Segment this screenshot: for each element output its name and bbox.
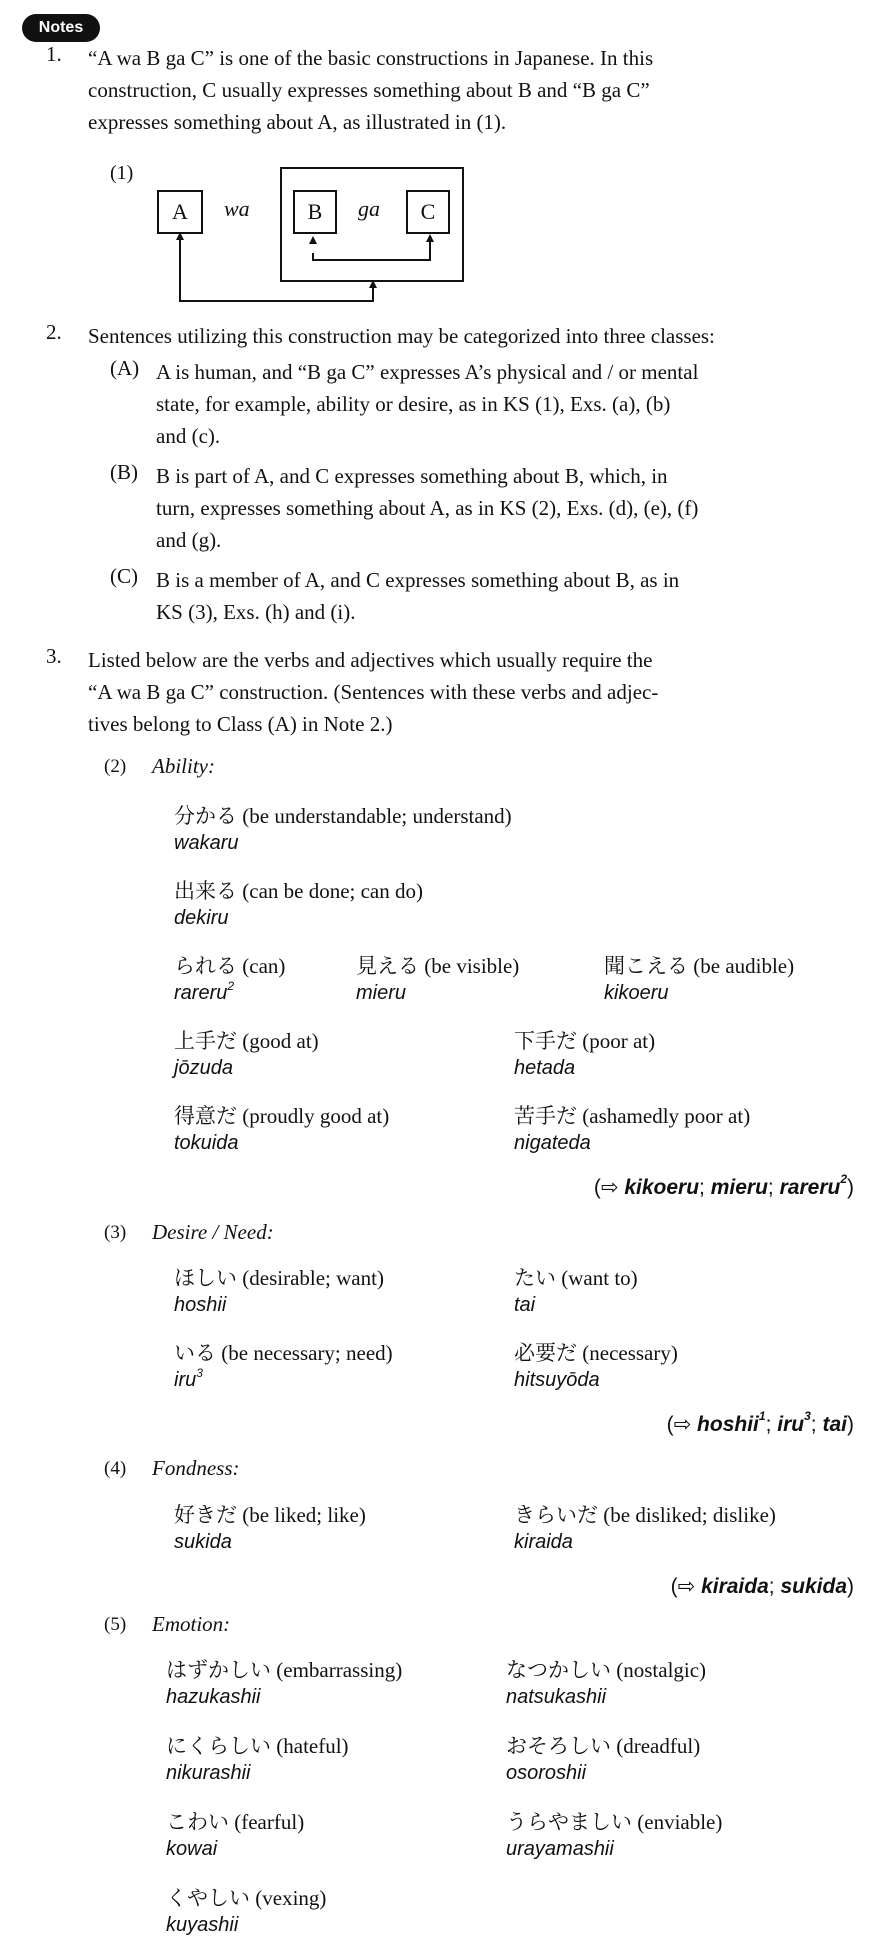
term: たい (want to) (514, 1266, 638, 1290)
ref-term: mieru (710, 1176, 768, 1199)
note-3-line: Listed below are the verbs and adjectives which usually require the (88, 648, 653, 672)
romaji: kiraida (514, 1531, 573, 1553)
ref-term: hoshii (697, 1413, 759, 1436)
romaji: jōzuda (174, 1057, 233, 1079)
group-emotion-heading: Emotion: (152, 1612, 231, 1636)
romaji: kuyashii (166, 1914, 239, 1936)
romaji-text: iru (174, 1369, 197, 1391)
note-1-line: “A wa B ga C” is one of the basic constructions in Japanese. In this (88, 46, 654, 70)
ref-superscript: 1 (758, 1409, 766, 1423)
class-a-line: A is human, and “B ga C” expresses A’s physical and / or mental (156, 360, 699, 384)
term: こわい (fearful) (166, 1810, 305, 1834)
note-1-line: expresses something about A, as illustrated in (1). (88, 110, 507, 134)
term: 必要だ (necessary) (514, 1341, 678, 1365)
ref-close: ) (847, 1176, 854, 1199)
romaji (174, 979, 235, 1005)
ref-arrow: (⇨ (593, 1176, 619, 1199)
diagram-label: (1) (110, 162, 134, 184)
class-b-label: (B) (110, 460, 138, 484)
diagram-wa: wa (224, 196, 250, 221)
ref-superscript: 2 (840, 1172, 847, 1186)
term: 得意だ (proudly good at) (174, 1104, 390, 1128)
diagram-ga: ga (358, 196, 380, 221)
note-1-number: 1. (46, 42, 62, 66)
cross-reference-desire: (⇨ hoshii$^1$; iru$^3$; tai) (666, 1409, 854, 1436)
term: なつかしい (nostalgic) (506, 1658, 707, 1682)
ref-term: kiraida (701, 1575, 769, 1598)
ref-term: iru (777, 1413, 805, 1436)
cross-reference-ability: (⇨ kikoeru; mieru; rareru$^2$) (593, 1172, 854, 1199)
class-c-text (156, 564, 854, 628)
note-1-text (88, 42, 854, 138)
class-a-label: (A) (110, 356, 140, 380)
term: ほしい (desirable; want) (174, 1266, 384, 1290)
note-3-line: tives belong to Class (A) in Note 2.) (88, 712, 393, 736)
term: くやしい (vexing) (166, 1886, 327, 1910)
romaji: wakaru (174, 832, 239, 854)
romaji-superscript: 2 (227, 979, 235, 993)
class-a-line: and (c). (156, 424, 221, 448)
romaji: osoroshii (506, 1762, 587, 1784)
romaji: tokuida (174, 1132, 239, 1154)
term: うらやましい (enviable) (506, 1810, 723, 1834)
ref-arrow: (⇨ (670, 1575, 696, 1598)
class-c-line: KS (3), Exs. (h) and (i). (156, 600, 356, 624)
romaji: hitsuyōda (514, 1369, 600, 1391)
term: 見える (be visible) (356, 954, 520, 978)
term: 苦手だ (ashamedly poor at) (514, 1104, 751, 1128)
ref-arrow: (⇨ (666, 1413, 692, 1436)
ref-term: tai (822, 1413, 847, 1436)
ref-term: rareru (779, 1176, 841, 1199)
note-3-line: “A wa B ga C” construction. (Sentences with these verbs and adjec- (88, 680, 659, 704)
note-2-intro: Sentences utilizing this construction may be categorized into three classes: (88, 324, 715, 348)
ref-close: ) (847, 1575, 854, 1598)
romaji: tai (514, 1294, 536, 1316)
diagram-box-b: B (293, 190, 337, 234)
romaji (174, 1366, 203, 1392)
term: られる (can) (174, 954, 286, 978)
note-3-number: 3. (46, 644, 62, 668)
term: にくらしい (hateful) (166, 1734, 349, 1758)
notes-badge: Notes (22, 14, 100, 42)
romaji: kikoeru (604, 982, 669, 1004)
romaji: dekiru (174, 907, 229, 929)
term: 上手だ (good at) (174, 1029, 319, 1053)
group-emotion-label: (5) (104, 1614, 127, 1635)
ref-superscript: 3 (804, 1409, 811, 1423)
group-fondness-label: (4) (104, 1458, 127, 1479)
class-c-label: (C) (110, 564, 138, 588)
romaji-superscript: 3 (196, 1366, 203, 1380)
romaji: mieru (356, 982, 407, 1004)
class-b-text (156, 460, 854, 556)
term: 好きだ (be liked; like) (174, 1503, 366, 1527)
note-1-line: construction, C usually expresses something about B and “B ga C” (88, 78, 650, 102)
term: おそろしい (dreadful) (506, 1734, 701, 1758)
romaji-text: rareru (174, 982, 228, 1004)
romaji: hetada (514, 1057, 576, 1079)
class-a-line: state, for example, ability or desire, as in KS (1), Exs. (a), (b) (156, 392, 671, 416)
romaji: natsukashii (506, 1686, 607, 1708)
group-fondness-heading: Fondness: (152, 1456, 240, 1480)
term: きらいだ (be disliked; dislike) (514, 1503, 776, 1527)
note-3-text (88, 644, 854, 740)
ref-term: kikoeru (624, 1176, 700, 1199)
ref-close: ) (847, 1413, 854, 1436)
romaji: sukida (174, 1531, 232, 1553)
group-ability-label: (2) (104, 756, 127, 777)
romaji: hoshii (174, 1294, 227, 1316)
diagram-box-a: A (157, 190, 203, 234)
romaji: urayamashii (506, 1838, 614, 1860)
group-desire-heading: Desire / Need: (152, 1220, 274, 1244)
group-ability-heading: Ability: (152, 754, 215, 778)
term: 分かる (be understandable; understand) (174, 804, 512, 828)
term: いる (be necessary; need) (174, 1341, 393, 1365)
term: 出来る (can be done; can do) (174, 879, 423, 903)
class-c-line: B is a member of A, and C expresses something about B, as in (156, 568, 680, 592)
diagram-box-c: C (406, 190, 450, 234)
cross-reference-fondness: (⇨ kiraida; sukida) (670, 1575, 854, 1598)
romaji: nikurashii (166, 1762, 251, 1784)
class-a-text (156, 356, 854, 452)
group-desire-label: (3) (104, 1222, 127, 1243)
romaji: nigateda (514, 1132, 591, 1154)
romaji: kowai (166, 1838, 218, 1860)
class-b-line: turn, expresses something about A, as in KS (2), Exs. (d), (e), (f) (156, 496, 699, 520)
term: 下手だ (poor at) (514, 1029, 656, 1053)
term: はずかしい (embarrassing) (166, 1658, 403, 1682)
romaji: hazukashii (166, 1686, 261, 1708)
ref-term: sukida (780, 1575, 847, 1598)
class-b-line: B is part of A, and C expresses something about B, which, in (156, 464, 668, 488)
term: 聞こえる (be audible) (604, 954, 795, 978)
class-b-line: and (g). (156, 528, 222, 552)
diagram-arrows (150, 228, 450, 308)
note-2-number: 2. (46, 320, 62, 344)
